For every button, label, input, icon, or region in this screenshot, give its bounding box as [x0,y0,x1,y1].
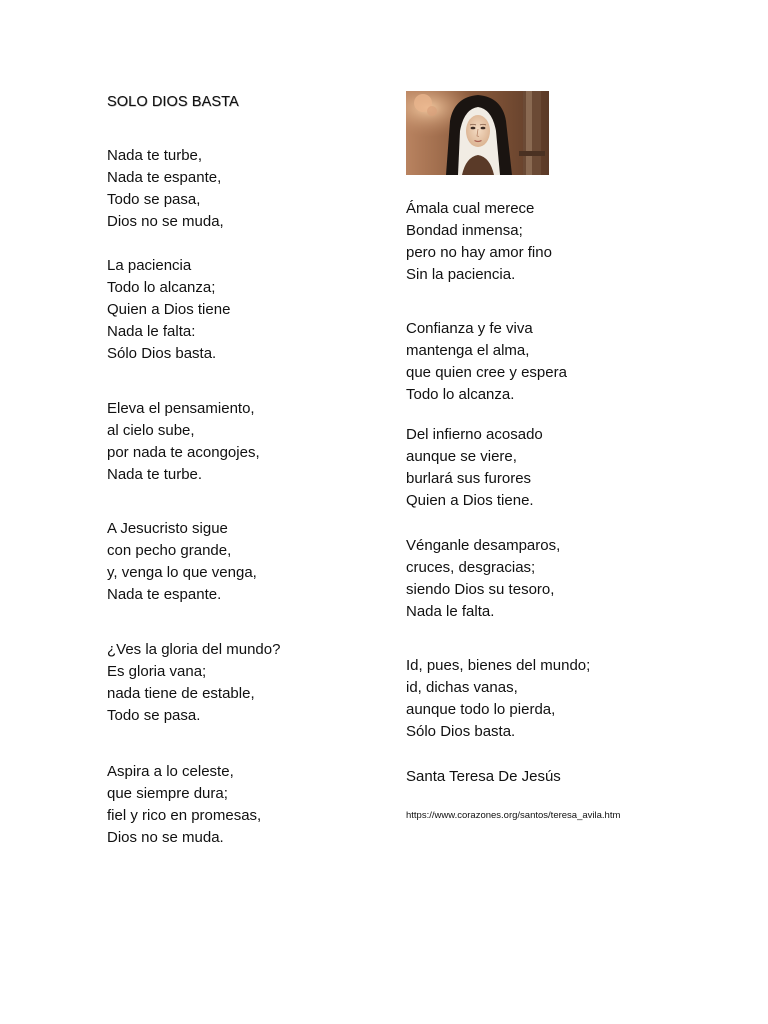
stanza [406,655,590,743]
poem-line: Quien a Dios tiene [107,301,231,318]
poem-line: Bondad inmensa; [406,222,523,239]
poem-line: que quien cree y espera [406,364,567,381]
poem-title: SOLO DIOS BASTA [107,94,239,110]
poem-line: siendo Dios su tesoro, [406,581,555,598]
stanza [406,318,567,406]
poem-line: Sólo Dios basta. [406,723,516,740]
stanza [406,198,552,286]
stanza [406,424,543,512]
stanza [107,518,257,606]
poem-line: aunque se viere, [406,448,517,465]
stanza [107,761,261,849]
stanza [107,639,280,727]
source-url: https://www.corazones.org/santos/teresa_avila.htm [406,810,621,821]
poem-line: cruces, desgracias; [406,559,536,576]
poem-line: Quien a Dios tiene. [406,492,534,509]
poem-line: Del infierno acosado [406,426,543,443]
poem-line: Sólo Dios basta. [107,345,217,362]
poem-line: Nada te turbe. [107,466,203,483]
poem-line: Ámala cual merece [406,200,535,217]
poem-line: Nada le falta: [107,323,196,340]
portrait-image [406,91,549,175]
poem-line: Nada le falta. [406,603,495,620]
poem-line: por nada te acongojes, [107,444,260,461]
stanza [107,255,230,365]
author-signature: Santa Teresa De Jesús [406,768,561,785]
stanza [406,535,560,623]
poem-line: Todo lo alcanza; [107,279,216,296]
poem-line: Id, pues, bienes del mundo; [406,657,591,674]
poem-line: Todo se pasa, [107,191,201,208]
poem-line: Nada te turbe, [107,147,203,164]
poem-line: Dios no se muda, [107,213,224,230]
stanza [107,145,224,233]
poem-line: mantenga el alma, [406,342,530,359]
poem-line: Sin la paciencia. [406,266,516,283]
poem-line: Es gloria vana; [107,663,207,680]
poem-line: al cielo sube, [107,422,195,439]
poem-line: Confianza y fe viva [406,320,533,337]
poem-line: Todo se pasa. [107,707,201,724]
poem-line: Eleva el pensamiento, [107,400,255,417]
poem-line: Vénganle desamparos, [406,537,561,554]
poem-line: que siempre dura; [107,785,228,802]
poem-line: pero no hay amor fino [406,244,552,261]
poem-line: Todo lo alcanza. [406,386,515,403]
poem-line: Dios no se muda. [107,829,224,846]
poem-line: ¿Ves la gloria del mundo? [107,641,281,658]
poem-line: con pecho grande, [107,542,232,559]
stanza [107,398,260,486]
poem-line: y, venga lo que venga, [107,564,257,581]
poem-line: fiel y rico en promesas, [107,807,262,824]
poem-line: burlará sus furores [406,470,532,487]
poem-line: nada tiene de estable, [107,685,255,702]
poem-line: A Jesucristo sigue [107,520,228,537]
poem-line: id, dichas vanas, [406,679,518,696]
poem-line: La paciencia [107,257,192,274]
poem-line: Nada te espante, [107,169,222,186]
poem-line: Aspira a lo celeste, [107,763,234,780]
poem-line: Nada te espante. [107,586,222,603]
poem-line: aunque todo lo pierda, [406,701,556,718]
